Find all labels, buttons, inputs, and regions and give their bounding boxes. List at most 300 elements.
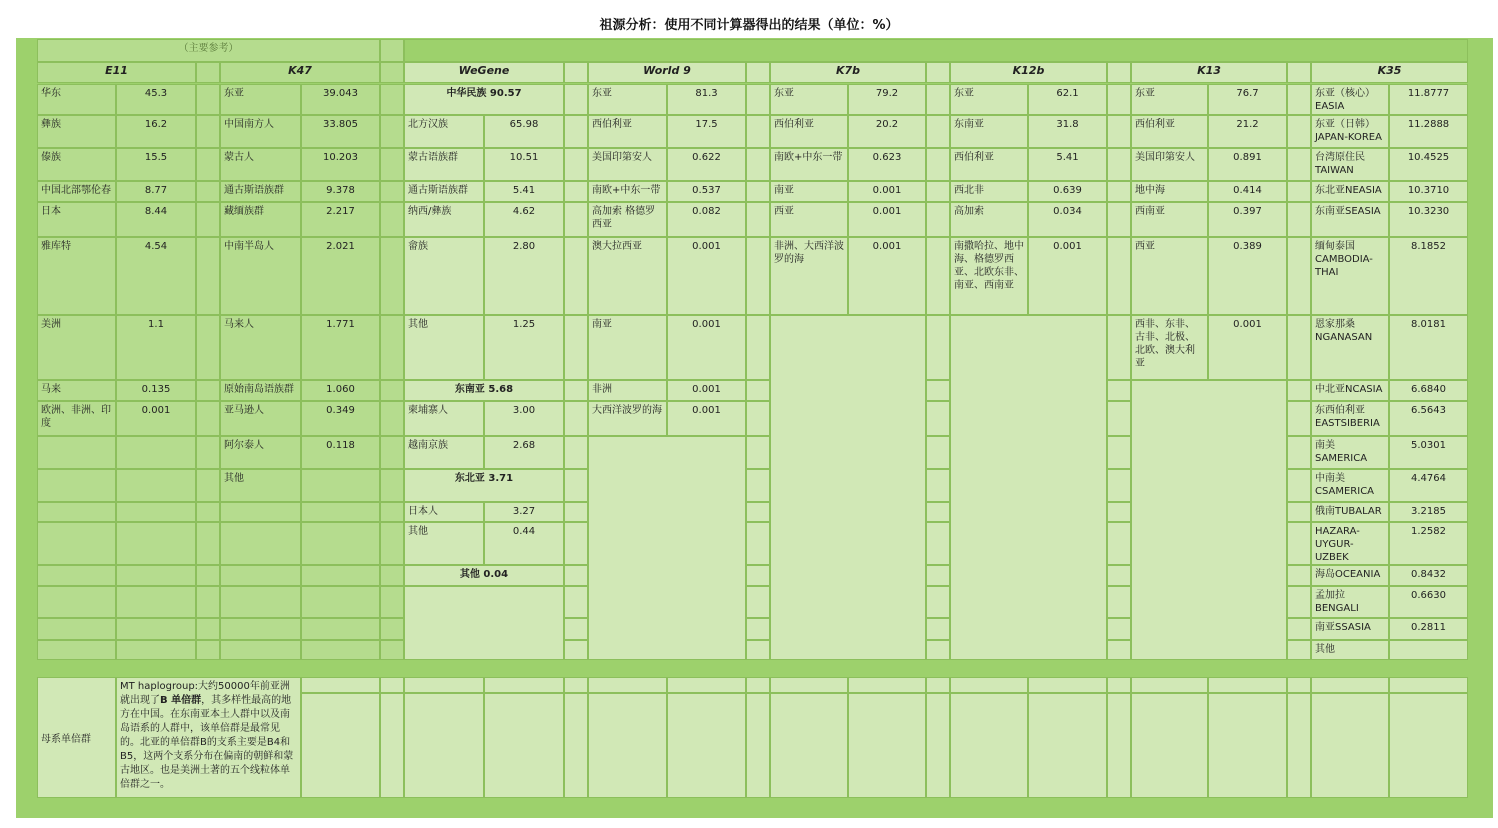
row-value: 11.2888 <box>1389 115 1468 148</box>
spacer-cell <box>380 565 404 586</box>
spacer-cell <box>564 181 588 202</box>
spacer-cell <box>1107 237 1131 315</box>
row-value: 4.4764 <box>1389 469 1468 502</box>
row-label: 缅甸泰国CAMBODIA-THAI <box>1311 237 1389 315</box>
empty-cell <box>116 522 196 565</box>
spacer-cell <box>564 502 588 522</box>
row-value: 3.2185 <box>1389 502 1468 522</box>
spacer-cell <box>1287 202 1311 237</box>
note-text: MT haplogroup:大约50000年前亚洲就出现了 <box>120 681 290 706</box>
row-value: 9.378 <box>301 181 380 202</box>
row-label: 通古斯语族群 <box>220 181 301 202</box>
empty-cell <box>950 677 1028 693</box>
row-label: 东亚（日韩）JAPAN-KOREA <box>1311 115 1389 148</box>
spacer-cell <box>564 618 588 640</box>
spacer-cell <box>380 148 404 181</box>
spacer-cell <box>746 315 770 380</box>
spacer-cell <box>926 502 950 522</box>
row-label: 大西洋波罗的海 <box>588 401 667 436</box>
spacer-cell <box>380 84 404 115</box>
row-value: 0.001 <box>667 237 746 315</box>
row-value: 0.001 <box>667 380 746 401</box>
column-header: WeGene <box>404 62 564 83</box>
row-value: 10.3710 <box>1389 181 1468 202</box>
spacer-cell <box>1107 502 1131 522</box>
spacer-cell <box>1287 181 1311 202</box>
row-label: 藏缅族群 <box>220 202 301 237</box>
empty-cell <box>380 677 404 693</box>
spacer-cell <box>746 640 770 660</box>
group-header: 东北亚 3.71 <box>404 469 564 502</box>
row-value: 0.349 <box>301 401 380 436</box>
row-label: 其他 <box>220 469 301 502</box>
row-value: 45.3 <box>116 84 196 115</box>
row-value: 8.44 <box>116 202 196 237</box>
row-label: 东亚 <box>770 84 848 115</box>
spacer-cell <box>564 315 588 380</box>
row-value: 3.27 <box>484 502 564 522</box>
empty-cell <box>116 586 196 618</box>
group-header: 东南亚 5.68 <box>404 380 564 401</box>
empty-cell <box>301 693 380 798</box>
empty-cell <box>667 693 746 798</box>
row-value: 31.8 <box>1028 115 1107 148</box>
row-value: 0.8432 <box>1389 565 1468 586</box>
spacer-cell <box>1107 62 1131 83</box>
spacer-cell <box>380 640 404 660</box>
spacer-cell <box>196 115 220 148</box>
spacer-cell <box>404 39 1468 62</box>
row-value: 21.2 <box>1208 115 1287 148</box>
empty-area <box>770 315 926 660</box>
spacer-cell <box>746 401 770 436</box>
empty-cell <box>116 502 196 522</box>
empty-cell <box>37 640 116 660</box>
row-label: 中南半岛人 <box>220 237 301 315</box>
row-label: 马来 <box>37 380 116 401</box>
row-value: 0.001 <box>1028 237 1107 315</box>
spacer-cell <box>746 380 770 401</box>
row-label: 西亚 <box>1131 237 1208 315</box>
spacer-cell <box>196 401 220 436</box>
row-label: 高加索 格德罗西亚 <box>588 202 667 237</box>
row-label: 台湾原住民TAIWAN <box>1311 148 1389 181</box>
row-value: 2.80 <box>484 237 564 315</box>
empty-cell <box>37 522 116 565</box>
row-value: 0.891 <box>1208 148 1287 181</box>
row-label: 纳西/彝族 <box>404 202 484 237</box>
empty-cell <box>220 618 301 640</box>
spacer-cell <box>564 84 588 115</box>
spacer-cell <box>196 502 220 522</box>
row-value: 0.001 <box>848 237 926 315</box>
row-value: 65.98 <box>484 115 564 148</box>
spacer-cell <box>1287 401 1311 436</box>
row-label: 美洲 <box>37 315 116 380</box>
spacer-cell <box>196 148 220 181</box>
row-value: 8.0181 <box>1389 315 1468 380</box>
spacer-cell <box>196 618 220 640</box>
spacer-cell <box>746 84 770 115</box>
spacer-cell <box>564 148 588 181</box>
note-text: ，其多样性最高的地方在中国。在东南亚本土人群中以及南岛语系的人群中，该单倍群是最常见的。北亚的单倍群B的支系主要是B4和B5，这两个支系分布在偏南的朝鲜和蒙古地区。也是美洲土著的五个线粒体单倍群之一。 <box>120 695 294 790</box>
empty-cell <box>1287 693 1311 798</box>
row-value: 1.060 <box>301 380 380 401</box>
row-value: 4.62 <box>484 202 564 237</box>
row-value: 0.397 <box>1208 202 1287 237</box>
note-highlight: B 单倍群 <box>160 695 202 706</box>
row-label: 东亚 <box>220 84 301 115</box>
row-value: 0.639 <box>1028 181 1107 202</box>
empty-cell <box>746 693 770 798</box>
spacer-cell <box>746 181 770 202</box>
row-value <box>1389 640 1468 660</box>
empty-cell <box>37 586 116 618</box>
spacer-cell <box>746 436 770 469</box>
spacer-cell <box>1107 148 1131 181</box>
empty-cell <box>301 640 380 660</box>
spacer-cell <box>564 522 588 565</box>
empty-cell <box>116 436 196 469</box>
column-header: K12b <box>950 62 1107 83</box>
empty-cell <box>950 693 1028 798</box>
empty-cell <box>1131 677 1208 693</box>
spacer-cell <box>1287 618 1311 640</box>
row-value: 0.6630 <box>1389 586 1468 618</box>
spacer-cell <box>926 640 950 660</box>
empty-cell <box>848 693 926 798</box>
spacer-cell <box>380 380 404 401</box>
row-label: 恩家那桑NGANASAN <box>1311 315 1389 380</box>
empty-cell <box>116 469 196 502</box>
empty-cell <box>588 693 667 798</box>
spacer-cell <box>746 565 770 586</box>
spacer-cell <box>1287 469 1311 502</box>
spacer-cell <box>926 586 950 618</box>
row-label: 孟加拉BENGALI <box>1311 586 1389 618</box>
row-label: 越南京族 <box>404 436 484 469</box>
row-label: 西伯利亚 <box>950 148 1028 181</box>
row-label: 欧洲、非洲、印度 <box>37 401 116 436</box>
spacer-cell <box>1107 315 1131 380</box>
row-value: 0.001 <box>116 401 196 436</box>
spacer-cell <box>1287 522 1311 565</box>
row-value: 0.001 <box>848 202 926 237</box>
spacer-cell <box>380 618 404 640</box>
row-value: 0.537 <box>667 181 746 202</box>
spacer-cell <box>746 148 770 181</box>
column-header: E11 <box>37 62 196 83</box>
row-label: 西南亚 <box>1131 202 1208 237</box>
row-label: 美国印第安人 <box>588 148 667 181</box>
spacer-cell <box>746 62 770 83</box>
spacer-cell <box>564 380 588 401</box>
spacer-cell <box>926 62 950 83</box>
spacer-cell <box>1107 640 1131 660</box>
empty-cell <box>301 522 380 565</box>
spacer-cell <box>380 39 404 62</box>
spacer-cell <box>1107 436 1131 469</box>
empty-cell <box>116 640 196 660</box>
row-value: 10.3230 <box>1389 202 1468 237</box>
empty-area <box>1131 380 1287 660</box>
group-header: 其他 0.04 <box>404 565 564 586</box>
spacer-cell <box>380 586 404 618</box>
row-label: 马来人 <box>220 315 301 380</box>
row-value: 5.41 <box>484 181 564 202</box>
row-value: 8.77 <box>116 181 196 202</box>
row-label: 柬埔寨人 <box>404 401 484 436</box>
row-value: 76.7 <box>1208 84 1287 115</box>
row-label: 海岛OCEANIA <box>1311 565 1389 586</box>
empty-cell <box>301 586 380 618</box>
empty-cell <box>1389 693 1468 798</box>
spacer-cell <box>1107 115 1131 148</box>
empty-cell <box>116 565 196 586</box>
empty-cell <box>37 618 116 640</box>
empty-cell <box>484 677 564 693</box>
spacer-cell <box>1107 469 1131 502</box>
row-label: 中北亚NCASIA <box>1311 380 1389 401</box>
spacer-cell <box>926 315 950 380</box>
row-label: 南亚 <box>588 315 667 380</box>
spacer-cell <box>196 181 220 202</box>
empty-cell <box>848 677 926 693</box>
row-label: 中国北部鄂伦春 <box>37 181 116 202</box>
empty-cell <box>37 469 116 502</box>
empty-cell <box>1107 693 1131 798</box>
row-value: 8.1852 <box>1389 237 1468 315</box>
row-label: 美国印第安人 <box>1131 148 1208 181</box>
row-value: 79.2 <box>848 84 926 115</box>
row-value: 0.034 <box>1028 202 1107 237</box>
spacer-cell <box>380 522 404 565</box>
row-label: 南欧+中东一带 <box>770 148 848 181</box>
row-label: 东北亚NEASIA <box>1311 181 1389 202</box>
row-label: 西伯利亚 <box>770 115 848 148</box>
row-label: 东亚（核心）EASIA <box>1311 84 1389 115</box>
row-label: 中南美CSAMERICA <box>1311 469 1389 502</box>
column-header: K13 <box>1131 62 1287 83</box>
empty-cell <box>301 565 380 586</box>
spacer-cell <box>1287 315 1311 380</box>
empty-area <box>404 586 564 660</box>
spacer-cell <box>380 436 404 469</box>
row-label: 华东 <box>37 84 116 115</box>
row-value: 0.082 <box>667 202 746 237</box>
row-value: 5.0301 <box>1389 436 1468 469</box>
empty-cell <box>404 677 484 693</box>
reference-label: （主要参考） <box>37 39 380 62</box>
empty-cell <box>37 436 116 469</box>
spacer-cell <box>564 401 588 436</box>
empty-cell <box>1028 693 1107 798</box>
row-label: 蒙古人 <box>220 148 301 181</box>
empty-cell <box>220 640 301 660</box>
spacer-cell <box>196 380 220 401</box>
row-value: 2.68 <box>484 436 564 469</box>
row-label: 南美SAMERICA <box>1311 436 1389 469</box>
row-label: 南欧+中东一带 <box>588 181 667 202</box>
row-value: 0.623 <box>848 148 926 181</box>
spacer-cell <box>1107 522 1131 565</box>
empty-cell <box>301 677 380 693</box>
empty-cell <box>1311 677 1389 693</box>
empty-cell <box>380 693 404 798</box>
row-value: 0.118 <box>301 436 380 469</box>
spacer-cell <box>926 565 950 586</box>
row-label: 东南亚 <box>950 115 1028 148</box>
row-label: 南撒哈拉、地中海、格德罗西亚、北欧东非、南亚、西南亚 <box>950 237 1028 315</box>
row-value: 81.3 <box>667 84 746 115</box>
spacer-cell <box>926 237 950 315</box>
row-label: 彝族 <box>37 115 116 148</box>
spacer-cell <box>746 202 770 237</box>
spacer-cell <box>380 181 404 202</box>
spacer-cell <box>1287 115 1311 148</box>
spacer-cell <box>196 586 220 618</box>
row-value: 0.001 <box>1208 315 1287 380</box>
column-header: K35 <box>1311 62 1468 83</box>
spacer-cell <box>1287 148 1311 181</box>
spacer-cell <box>926 202 950 237</box>
row-value: 0.44 <box>484 522 564 565</box>
row-value: 0.414 <box>1208 181 1287 202</box>
row-value: 0.001 <box>667 315 746 380</box>
spacer-cell <box>1287 502 1311 522</box>
spacer-cell <box>746 618 770 640</box>
empty-cell <box>926 677 950 693</box>
row-value: 15.5 <box>116 148 196 181</box>
empty-cell <box>746 677 770 693</box>
empty-cell <box>301 502 380 522</box>
column-header: K7b <box>770 62 926 83</box>
row-value: 2.021 <box>301 237 380 315</box>
row-label: 西亚 <box>770 202 848 237</box>
empty-cell <box>37 565 116 586</box>
row-value: 2.217 <box>301 202 380 237</box>
row-label: 东西伯利亚EASTSIBERIA <box>1311 401 1389 436</box>
spacer-cell <box>564 202 588 237</box>
row-label: 中国南方人 <box>220 115 301 148</box>
row-label: 南亚SSASIA <box>1311 618 1389 640</box>
row-label: 原始南岛语族群 <box>220 380 301 401</box>
row-label: 蒙古语族群 <box>404 148 484 181</box>
spacer-cell <box>1107 618 1131 640</box>
spacer-cell <box>380 115 404 148</box>
empty-cell <box>1389 677 1468 693</box>
footer-label: 母系单倍群 <box>37 677 116 798</box>
spacer-cell <box>1107 84 1131 115</box>
column-header: World 9 <box>588 62 746 83</box>
row-label: 南亚 <box>770 181 848 202</box>
empty-cell <box>1107 677 1131 693</box>
empty-cell <box>220 502 301 522</box>
spacer-cell <box>926 469 950 502</box>
spacer-cell <box>926 181 950 202</box>
row-value: 17.5 <box>667 115 746 148</box>
spacer-cell <box>1287 640 1311 660</box>
empty-cell <box>404 693 484 798</box>
empty-cell <box>770 693 848 798</box>
spacer-cell <box>196 84 220 115</box>
row-label: 阿尔泰人 <box>220 436 301 469</box>
row-label: 通古斯语族群 <box>404 181 484 202</box>
spacer-cell <box>926 401 950 436</box>
spacer-cell <box>196 202 220 237</box>
spacer-cell <box>564 640 588 660</box>
row-label: 亚马逊人 <box>220 401 301 436</box>
row-label: HAZARA-UYGUR-UZBEK <box>1311 522 1389 565</box>
empty-cell <box>37 502 116 522</box>
spacer-cell <box>380 62 404 83</box>
row-value: 1.2582 <box>1389 522 1468 565</box>
row-value: 39.043 <box>301 84 380 115</box>
row-value: 5.41 <box>1028 148 1107 181</box>
row-label: 西非、东非、古非、北极、北欧、澳大利亚 <box>1131 315 1208 380</box>
row-value: 0.001 <box>848 181 926 202</box>
row-label: 其他 <box>1311 640 1389 660</box>
spacer-cell <box>196 522 220 565</box>
empty-cell <box>1287 677 1311 693</box>
empty-cell <box>564 693 588 798</box>
row-label: 非洲 <box>588 380 667 401</box>
empty-cell <box>588 677 667 693</box>
spacer-cell <box>1107 181 1131 202</box>
empty-cell <box>301 618 380 640</box>
spacer-cell <box>1287 565 1311 586</box>
empty-cell <box>1028 677 1107 693</box>
row-value: 10.51 <box>484 148 564 181</box>
spacer-cell <box>380 237 404 315</box>
spacer-cell <box>196 436 220 469</box>
row-value <box>301 469 380 502</box>
row-label: 俄南TUBALAR <box>1311 502 1389 522</box>
row-label: 地中海 <box>1131 181 1208 202</box>
spacer-cell <box>746 586 770 618</box>
row-value: 0.2811 <box>1389 618 1468 640</box>
spacer-cell <box>564 237 588 315</box>
row-label: 非洲、大西洋波罗的海 <box>770 237 848 315</box>
empty-cell <box>926 693 950 798</box>
spacer-cell <box>926 84 950 115</box>
row-label: 日本 <box>37 202 116 237</box>
empty-cell <box>564 677 588 693</box>
row-value: 16.2 <box>116 115 196 148</box>
row-label: 东亚 <box>1131 84 1208 115</box>
spacer-cell <box>564 436 588 469</box>
spacer-cell <box>380 401 404 436</box>
spacer-cell <box>1287 380 1311 401</box>
row-label: 东亚 <box>950 84 1028 115</box>
spacer-cell <box>1107 380 1131 401</box>
empty-cell <box>1131 693 1208 798</box>
row-value: 0.001 <box>667 401 746 436</box>
row-label: 其他 <box>404 522 484 565</box>
row-value: 1.1 <box>116 315 196 380</box>
row-value: 10.4525 <box>1389 148 1468 181</box>
empty-cell <box>220 522 301 565</box>
row-label: 高加索 <box>950 202 1028 237</box>
spacer-cell <box>1287 62 1311 83</box>
spacer-cell <box>746 469 770 502</box>
spacer-cell <box>1287 586 1311 618</box>
row-value: 0.135 <box>116 380 196 401</box>
spacer-cell <box>1287 237 1311 315</box>
row-label: 东南亚SEASIA <box>1311 202 1389 237</box>
empty-cell <box>770 677 848 693</box>
spacer-cell <box>746 522 770 565</box>
